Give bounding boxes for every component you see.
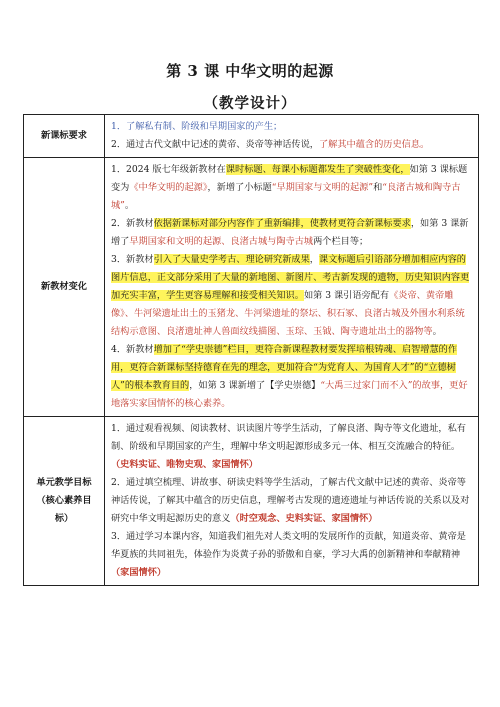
- curriculum-item-2b: 了解其中蕴含的历史信息。: [318, 139, 430, 150]
- goal-item-3: [111, 528, 472, 582]
- curriculum-row: [24, 115, 479, 158]
- goals-label-line-2: （核心素养目标）: [36, 495, 92, 524]
- curriculum-item-1: 1．了解私有制、阶级和早期国家的产生；: [111, 121, 283, 132]
- highlight-span: 依据新课标对部分内容作了重新编排，使教材更符合新课标要求: [153, 218, 411, 229]
- page-title: 第 3 课 中华文明的起源: [166, 62, 334, 80]
- changes-content: [105, 158, 479, 417]
- text-span: 4．新教材: [111, 344, 154, 355]
- text-span: 和: [373, 182, 383, 193]
- text-span: 。: [432, 326, 442, 337]
- goal-item-2: [111, 474, 472, 528]
- highlight-span: 课时标题、每课小标题都发生了突破性变化，: [225, 164, 410, 175]
- text-span: 如第 3 课引语旁配有: [303, 290, 390, 301]
- highlight-span: 课文标题后引语部分增加相应内容的图片信息，正文部分采用了大量的新地图、新图片、考古新发现的遗物，历史知识内容更加充实丰富，学生更容易理解和接受相关知识。: [111, 254, 470, 301]
- change-item-3: [111, 251, 472, 341]
- goals-label-line-1: 单元教学目标: [36, 477, 92, 488]
- text-span: 3．新教材: [111, 254, 154, 265]
- red-span: 《炎帝、黄帝雕像》、牛河梁遗址出土的玉猪龙、牛河梁遗址的祭坛、积石冢、良渚古城及外围水利系统结构示意图、良渚遗址神人兽面纹线描图、玉琮、玉钺、陶寺遗址出土的器物等: [111, 290, 465, 337]
- red-span: 早期国家和文明的起源、良渚古城与陶寺古城: [129, 236, 314, 247]
- text-span: 如第 3 课标题变为: [111, 164, 468, 193]
- change-item-4: [111, 341, 472, 413]
- design-table: [23, 114, 479, 586]
- text-span: 2．通过填空梳理、讲故事、研读史料等学生活动，了解古代文献中记述的黄帝、炎帝等神话传说，了解其中蕴含的历史信息，理解考古发现的遗迹遗址与神话传说的关系以及对研究中华文明起源历史的意义: [111, 477, 470, 524]
- page-subtitle: （教学设计）: [203, 95, 297, 112]
- curriculum-item-2a: 2．通过古代文献中记述的黄帝、炎帝等神话传说，: [111, 139, 319, 150]
- changes-row: [24, 158, 479, 417]
- text-span: 两个栏目等；: [313, 236, 369, 247]
- red-span: “良渚古城和陶寺古城”: [111, 182, 461, 211]
- text-span: 3．通过学习本课内容，知道我们祖先对人类文明的发展所作的贡献，知道炎帝、黄帝是华夏族的共同祖先，体验作为炎黄子孙的骄傲和自豪，学习大禹的创新精神和奉献精神: [111, 531, 466, 560]
- goals-content: [105, 417, 479, 586]
- text-span: 。: [124, 200, 135, 211]
- goal-tag-1: （史料实证、唯物史观、家国情怀）: [111, 459, 258, 470]
- goals-label: [24, 417, 105, 586]
- goal-item-1: 1．通过观看视频、阅读教材、识读图片等学生活动，了解良渚、陶寺等文化遗址，私有制、阶级和早期国家的产生，理解中华文明起源形成多元一体、相互交流融合的特征。: [111, 423, 466, 452]
- goal-tag-3: （家国情怀）: [111, 567, 167, 578]
- curriculum-content: [105, 115, 479, 158]
- change-item-2: [111, 215, 472, 251]
- text-span: ，: [309, 254, 319, 265]
- change-item-1: [111, 161, 472, 215]
- red-span: “大禹三过家门而不入”的故事，更好地落实家国情怀的核心素养。: [111, 380, 468, 409]
- red-span: “早期国家与文明的起源”: [271, 182, 374, 193]
- goals-row: [24, 417, 479, 586]
- goal-tag-2: （时空观念、史料实证、家国情怀）: [230, 513, 378, 524]
- text-span: ，新增了小标题: [207, 182, 272, 193]
- text-span: ，如第 3 课新增了【学史崇德】: [189, 380, 321, 391]
- text-span: 1．2024 版七年级新教材在: [111, 164, 226, 175]
- highlight-span: 引入了大量史学考古、理论研究新成果: [153, 254, 310, 265]
- text-span: ，如第 3 课新增了: [111, 218, 469, 247]
- highlight-span: 增加了“学史崇德”栏目，更符合新课程教材要发挥培根铸魂、启智增慧的作用，更符合新课标坚持德育在先的理念，更加符合“为党育人、为国育人才”的“立德树人”的根本教育目的: [111, 344, 458, 391]
- red-span: 《中华文明的起源》: [129, 182, 208, 193]
- changes-label: 新教材变化: [24, 158, 105, 417]
- curriculum-label: 新课标要求: [24, 115, 105, 158]
- text-span: 2．新教材: [111, 218, 154, 229]
